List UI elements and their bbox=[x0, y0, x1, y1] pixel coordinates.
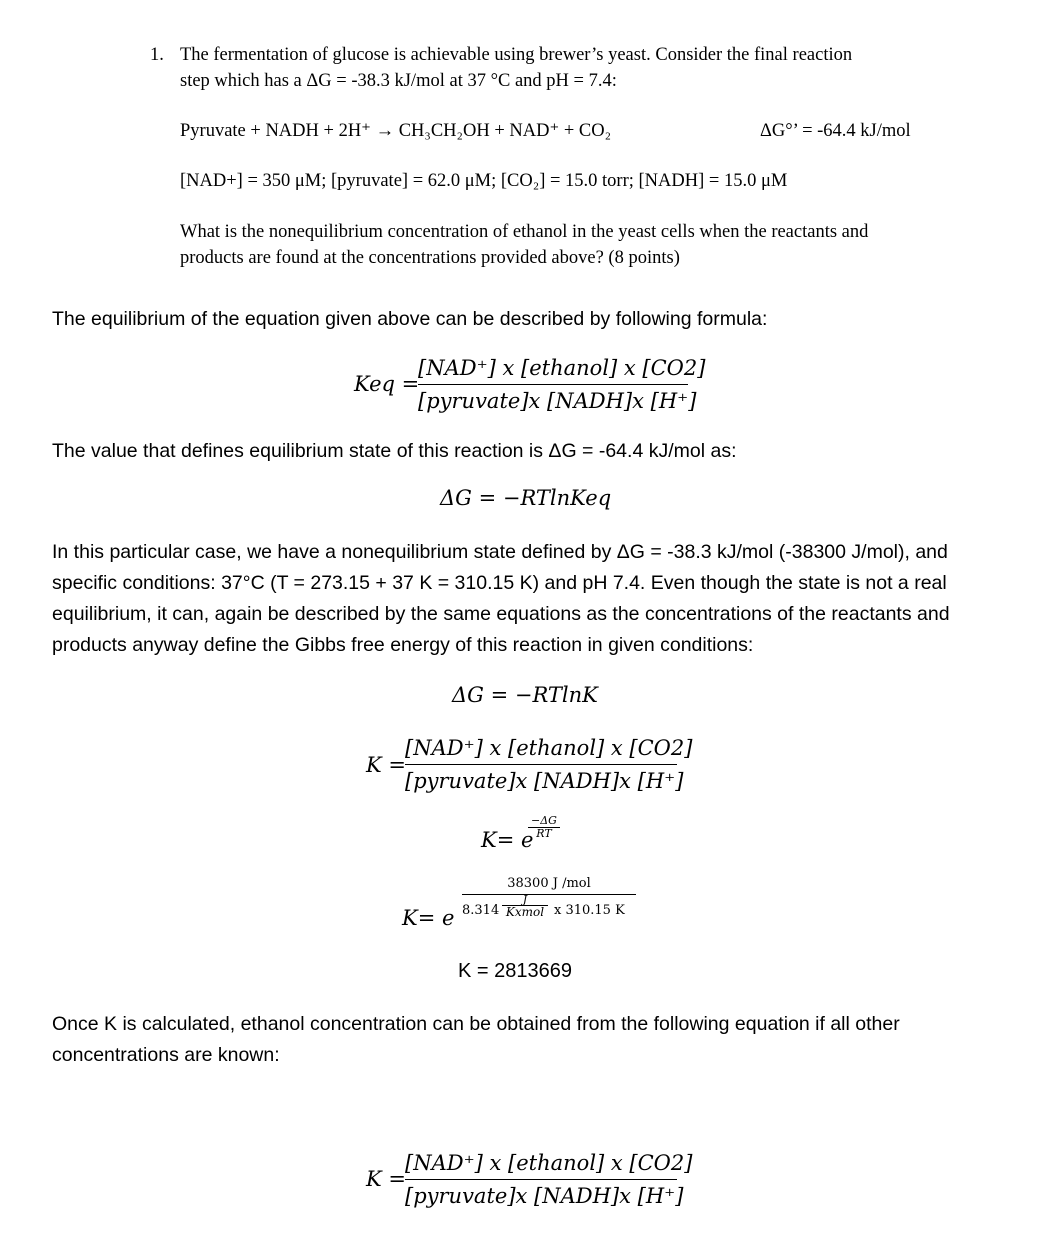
keq-denominator: [pyruvate]x [NADH]x [H⁺] bbox=[418, 389, 697, 413]
paragraph-line-4: products anyway define the Gibbs free energy of this reaction in given conditions: bbox=[52, 634, 754, 656]
k-denominator: [pyruvate]x [NADH]x [H⁺] bbox=[405, 769, 684, 793]
question-line-2: step which has a ΔG = -38.3 kJ/mol at 37 °C and pH = 7.4: bbox=[180, 71, 617, 91]
question-line-1: The fermentation of glucose is achievable using brewer’s yeast. Consider the final reaction bbox=[180, 45, 853, 65]
reaction-equation: Pyruvate + NADH + 2H⁺ → CH₃CH₂OH + NAD⁺ + CO₂ bbox=[180, 121, 612, 141]
temperature-term: x 310.15 K bbox=[554, 903, 625, 918]
exponent-numeric-numerator: 38300 J /mol bbox=[507, 876, 591, 891]
exponent-denominator: RT bbox=[536, 827, 552, 840]
k-fraction bbox=[405, 734, 693, 795]
fraction-bar bbox=[418, 384, 688, 385]
question-prompt-line-2: products are found at the concentrations provided above? (8 points) bbox=[180, 248, 680, 268]
k-denominator-final: [pyruvate]x [NADH]x [H⁺] bbox=[405, 1184, 684, 1208]
numeric-exponent-fraction bbox=[462, 876, 636, 923]
units-numerator: J bbox=[522, 893, 528, 906]
k-result: K = 2813669 bbox=[458, 960, 572, 982]
final-line-1: Once K is calculated, ethanol concentration can be obtained from the following equation if all other bbox=[52, 1013, 900, 1035]
k-label-final: K = bbox=[366, 1167, 406, 1191]
final-line-2: concentrations are known: bbox=[52, 1044, 280, 1066]
exponent-numerator: −ΔG bbox=[531, 814, 557, 827]
fraction-bar bbox=[405, 764, 677, 765]
keq-numerator: [NAD⁺] x [ethanol] x [CO2] bbox=[418, 356, 706, 380]
dg-k-equation: ΔG = −RTlnK bbox=[452, 683, 598, 707]
value-statement: The value that defines equilibrium state of this reaction is ΔG = -64.4 kJ/mol as: bbox=[52, 440, 737, 462]
paragraph-line-3: equilibrium, it can, again be described by the same equations as the concentrations of the reactants and bbox=[52, 603, 950, 625]
answer-intro: The equilibrium of the equation given above can be described by following formula: bbox=[52, 308, 768, 330]
given-concentrations: [NAD+] = 350 μM; [pyruvate] = 62.0 μM; [CO₂] = 15.0 torr; [NADH] = 15.0 μM bbox=[180, 171, 788, 191]
fraction-bar bbox=[405, 1179, 677, 1180]
k-numerator-final: [NAD⁺] x [ethanol] x [CO2] bbox=[405, 1151, 693, 1175]
dg-keq-equation: ΔG = −RTlnKeq bbox=[440, 486, 612, 510]
standard-free-energy: ΔG°’ = -64.4 kJ/mol bbox=[760, 121, 911, 141]
exponent-numeric-denominator bbox=[462, 895, 636, 923]
keq-fraction bbox=[418, 354, 706, 415]
question-prompt-line-1: What is the nonequilibrium concentration of ethanol in the yeast cells when the reactants and bbox=[180, 222, 869, 242]
gas-constant-value: 8.314 bbox=[462, 903, 500, 918]
k-exponential-base-numeric: K= e bbox=[402, 906, 455, 930]
nonequilibrium-paragraph bbox=[52, 537, 1002, 661]
k-exponential-base: K= e bbox=[481, 828, 534, 852]
paragraph-line-1: In this particular case, we have a nonequilibrium state defined by ΔG = -38.3 kJ/mol (-38300 J/mol), and bbox=[52, 541, 948, 563]
units-denominator: Kxmol bbox=[505, 905, 545, 919]
keq-label: Keq = bbox=[354, 372, 420, 396]
k-label: K = bbox=[366, 753, 406, 777]
paragraph-line-2: specific conditions: 37°C (T = 273.15 + 37 K = 310.15 K) and pH 7.4. Even though the state is not a real bbox=[52, 572, 947, 594]
k-fraction-final bbox=[405, 1149, 693, 1210]
exponent-fraction bbox=[528, 815, 560, 840]
question-number: 1. bbox=[150, 45, 164, 65]
gas-constant-units bbox=[502, 895, 548, 919]
k-numerator: [NAD⁺] x [ethanol] x [CO2] bbox=[405, 736, 693, 760]
